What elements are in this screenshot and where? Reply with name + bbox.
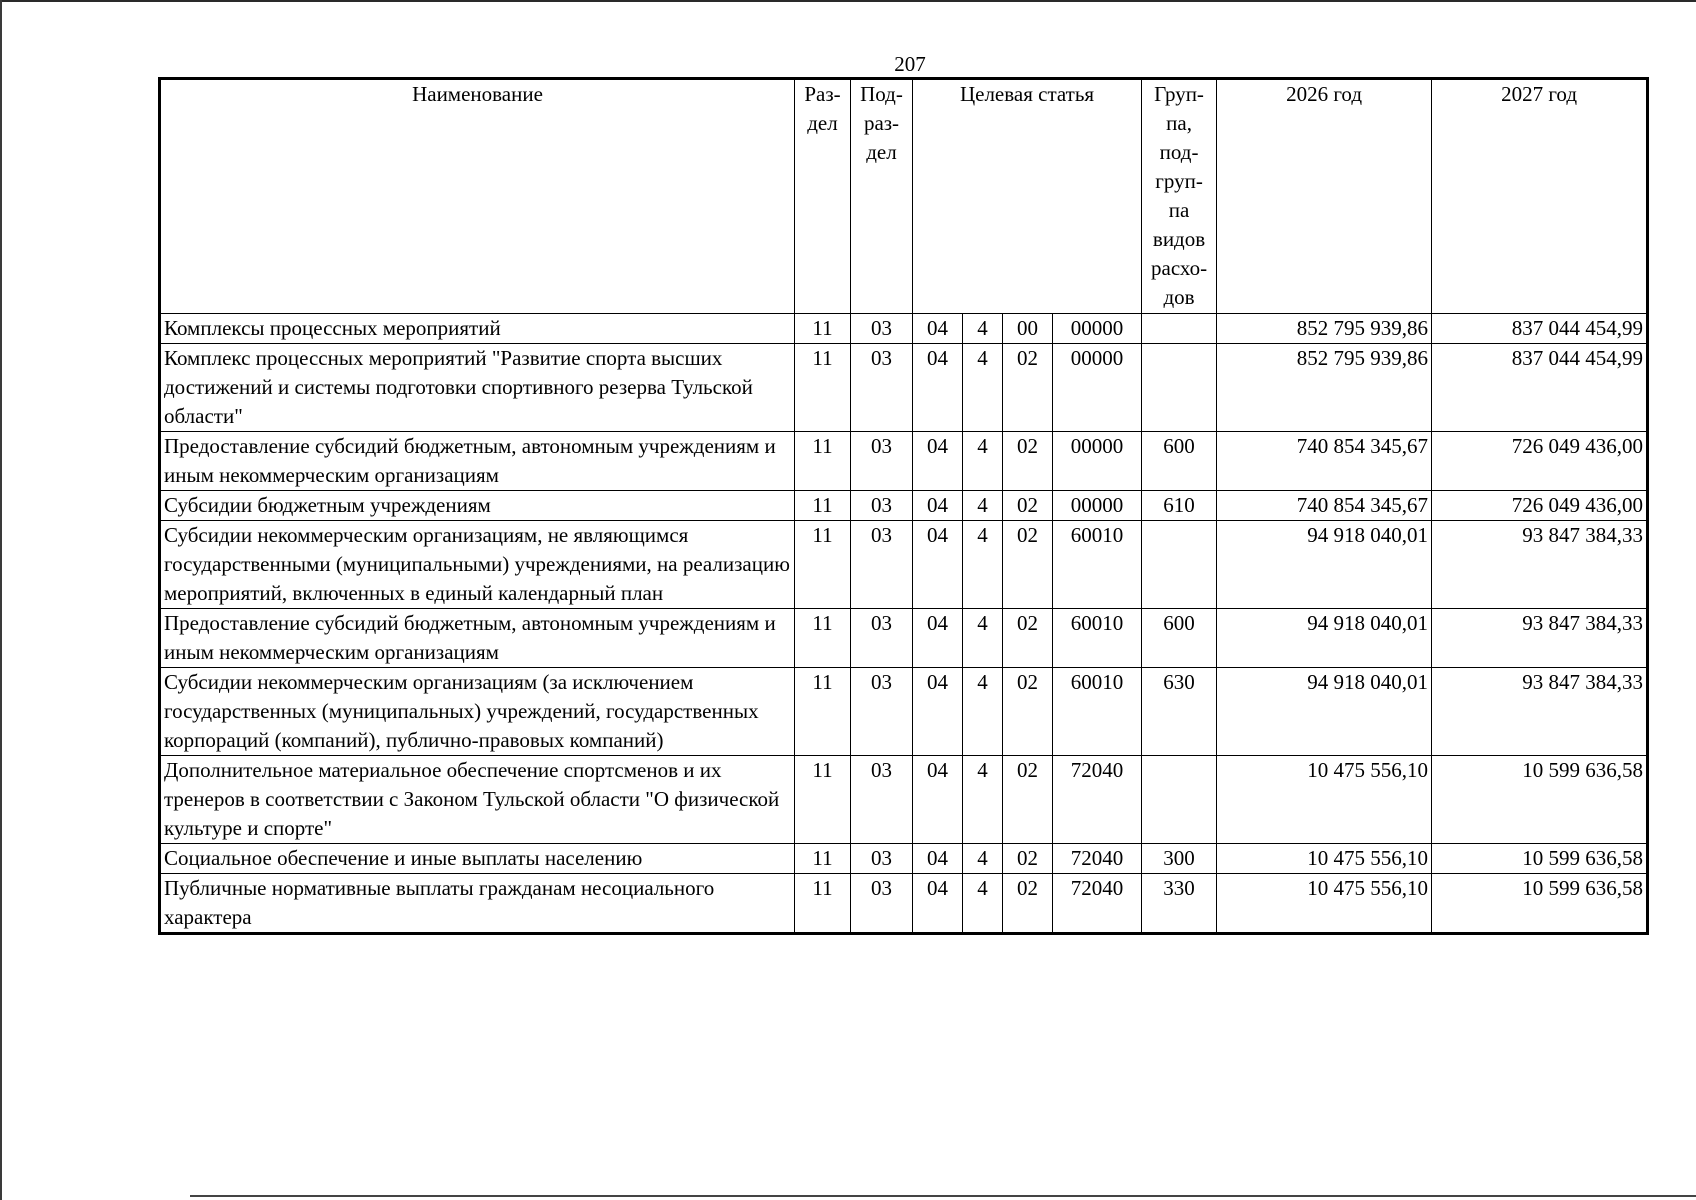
row-name: Социальное обеспечение и иные выплаты населению <box>160 844 795 874</box>
header-razdel: Раз- дел <box>795 79 851 314</box>
row-podrazdel: 03 <box>851 844 913 874</box>
row-podrazdel: 03 <box>851 314 913 344</box>
row-2026: 10 475 556,10 <box>1217 756 1432 844</box>
row-group: 630 <box>1142 668 1217 756</box>
row-name: Комплекс процессных мероприятий "Развитие спорта высших достижений и системы подготовки спортивного резерва Тульской области" <box>160 344 795 432</box>
row-group <box>1142 344 1217 432</box>
row-name: Дополнительное материальное обеспечение спортсменов и их тренеров в соответствии с Законом Тульской области "О физической культуре и спорте" <box>160 756 795 844</box>
row-target-2: 4 <box>963 844 1003 874</box>
row-target-1: 04 <box>913 314 963 344</box>
row-group: 600 <box>1142 609 1217 668</box>
row-podrazdel: 03 <box>851 491 913 521</box>
row-target-1: 04 <box>913 491 963 521</box>
budget-table <box>158 77 1649 935</box>
row-podrazdel: 03 <box>851 668 913 756</box>
row-target-3: 02 <box>1003 844 1053 874</box>
row-podrazdel: 03 <box>851 609 913 668</box>
scan-border-top <box>0 0 1696 2</box>
row-target-2: 4 <box>963 314 1003 344</box>
header-name: Наименование <box>160 79 795 314</box>
row-razdel: 11 <box>795 314 851 344</box>
table-row <box>160 609 1648 668</box>
row-target-1: 04 <box>913 521 963 609</box>
row-name: Субсидии некоммерческим организациям, не являющимся государственными (муниципальными) учреждениями, на реализацию мероприятий, включенных в единый календарный план <box>160 521 795 609</box>
row-name: Предоставление субсидий бюджетным, автономным учреждениям и иным некоммерческим организациям <box>160 609 795 668</box>
row-group: 300 <box>1142 844 1217 874</box>
row-2027: 726 049 436,00 <box>1432 491 1648 521</box>
row-target-2: 4 <box>963 874 1003 934</box>
row-group <box>1142 521 1217 609</box>
row-2027: 10 599 636,58 <box>1432 756 1648 844</box>
row-target-1: 04 <box>913 874 963 934</box>
row-target-4: 00000 <box>1053 491 1142 521</box>
row-razdel: 11 <box>795 491 851 521</box>
row-2026: 94 918 040,01 <box>1217 521 1432 609</box>
table-row <box>160 314 1648 344</box>
row-target-2: 4 <box>963 668 1003 756</box>
row-2026: 852 795 939,86 <box>1217 314 1432 344</box>
row-target-4: 72040 <box>1053 756 1142 844</box>
table-row <box>160 344 1648 432</box>
row-podrazdel: 03 <box>851 344 913 432</box>
row-target-1: 04 <box>913 609 963 668</box>
row-2026: 10 475 556,10 <box>1217 874 1432 934</box>
row-target-1: 04 <box>913 432 963 491</box>
scan-border-bottom <box>190 1195 1696 1197</box>
row-razdel: 11 <box>795 609 851 668</box>
row-podrazdel: 03 <box>851 756 913 844</box>
row-target-2: 4 <box>963 344 1003 432</box>
table-row <box>160 874 1648 934</box>
row-target-1: 04 <box>913 844 963 874</box>
row-target-4: 00000 <box>1053 344 1142 432</box>
row-target-1: 04 <box>913 668 963 756</box>
row-2026: 94 918 040,01 <box>1217 609 1432 668</box>
row-target-4: 00000 <box>1053 432 1142 491</box>
table-header-row <box>160 79 1648 314</box>
row-2027: 10 599 636,58 <box>1432 874 1648 934</box>
row-target-3: 02 <box>1003 874 1053 934</box>
row-target-3: 02 <box>1003 609 1053 668</box>
row-target-4: 72040 <box>1053 844 1142 874</box>
row-2027: 726 049 436,00 <box>1432 432 1648 491</box>
row-target-3: 02 <box>1003 432 1053 491</box>
row-group: 610 <box>1142 491 1217 521</box>
row-2026: 852 795 939,86 <box>1217 344 1432 432</box>
row-name: Комплексы процессных мероприятий <box>160 314 795 344</box>
row-2026: 740 854 345,67 <box>1217 432 1432 491</box>
row-2027: 93 847 384,33 <box>1432 609 1648 668</box>
row-razdel: 11 <box>795 432 851 491</box>
row-podrazdel: 03 <box>851 432 913 491</box>
header-target-article: Целевая статья <box>913 79 1142 314</box>
row-2026: 10 475 556,10 <box>1217 844 1432 874</box>
row-name: Публичные нормативные выплаты гражданам несоциального характера <box>160 874 795 934</box>
scan-border-left <box>0 0 2 1200</box>
row-name: Субсидии некоммерческим организациям (за исключением государственных (муниципальных) учреждений, государственных корпораций (компаний), публично-правовых компаний) <box>160 668 795 756</box>
row-target-4: 60010 <box>1053 609 1142 668</box>
table-row <box>160 668 1648 756</box>
row-target-1: 04 <box>913 344 963 432</box>
row-2027: 837 044 454,99 <box>1432 314 1648 344</box>
row-razdel: 11 <box>795 844 851 874</box>
row-target-3: 02 <box>1003 491 1053 521</box>
row-target-3: 02 <box>1003 521 1053 609</box>
row-2027: 93 847 384,33 <box>1432 521 1648 609</box>
row-target-3: 02 <box>1003 344 1053 432</box>
row-razdel: 11 <box>795 756 851 844</box>
row-podrazdel: 03 <box>851 521 913 609</box>
row-name: Предоставление субсидий бюджетным, автономным учреждениям и иным некоммерческим организациям <box>160 432 795 491</box>
row-razdel: 11 <box>795 668 851 756</box>
header-2026: 2026 год <box>1217 79 1432 314</box>
header-2027: 2027 год <box>1432 79 1648 314</box>
table-row <box>160 521 1648 609</box>
header-expense-group: Груп- па, под- груп- па видов расхо- дов <box>1142 79 1217 314</box>
row-target-2: 4 <box>963 521 1003 609</box>
row-target-4: 60010 <box>1053 521 1142 609</box>
table-row <box>160 432 1648 491</box>
row-2027: 837 044 454,99 <box>1432 344 1648 432</box>
row-target-2: 4 <box>963 491 1003 521</box>
page-number: 207 <box>894 52 926 76</box>
row-group: 330 <box>1142 874 1217 934</box>
row-target-4: 72040 <box>1053 874 1142 934</box>
row-target-3: 02 <box>1003 668 1053 756</box>
row-2027: 10 599 636,58 <box>1432 844 1648 874</box>
table-row <box>160 844 1648 874</box>
row-razdel: 11 <box>795 344 851 432</box>
row-target-1: 04 <box>913 756 963 844</box>
header-podrazdel: Под- раз- дел <box>851 79 913 314</box>
row-target-2: 4 <box>963 756 1003 844</box>
row-target-4: 00000 <box>1053 314 1142 344</box>
row-razdel: 11 <box>795 521 851 609</box>
table-row <box>160 756 1648 844</box>
row-2026: 740 854 345,67 <box>1217 491 1432 521</box>
row-target-3: 02 <box>1003 756 1053 844</box>
row-target-3: 00 <box>1003 314 1053 344</box>
table-row <box>160 491 1648 521</box>
row-razdel: 11 <box>795 874 851 934</box>
row-name: Субсидии бюджетным учреждениям <box>160 491 795 521</box>
row-2027: 93 847 384,33 <box>1432 668 1648 756</box>
row-group <box>1142 756 1217 844</box>
row-target-2: 4 <box>963 609 1003 668</box>
row-group: 600 <box>1142 432 1217 491</box>
row-target-2: 4 <box>963 432 1003 491</box>
row-2026: 94 918 040,01 <box>1217 668 1432 756</box>
row-group <box>1142 314 1217 344</box>
row-target-4: 60010 <box>1053 668 1142 756</box>
row-podrazdel: 03 <box>851 874 913 934</box>
